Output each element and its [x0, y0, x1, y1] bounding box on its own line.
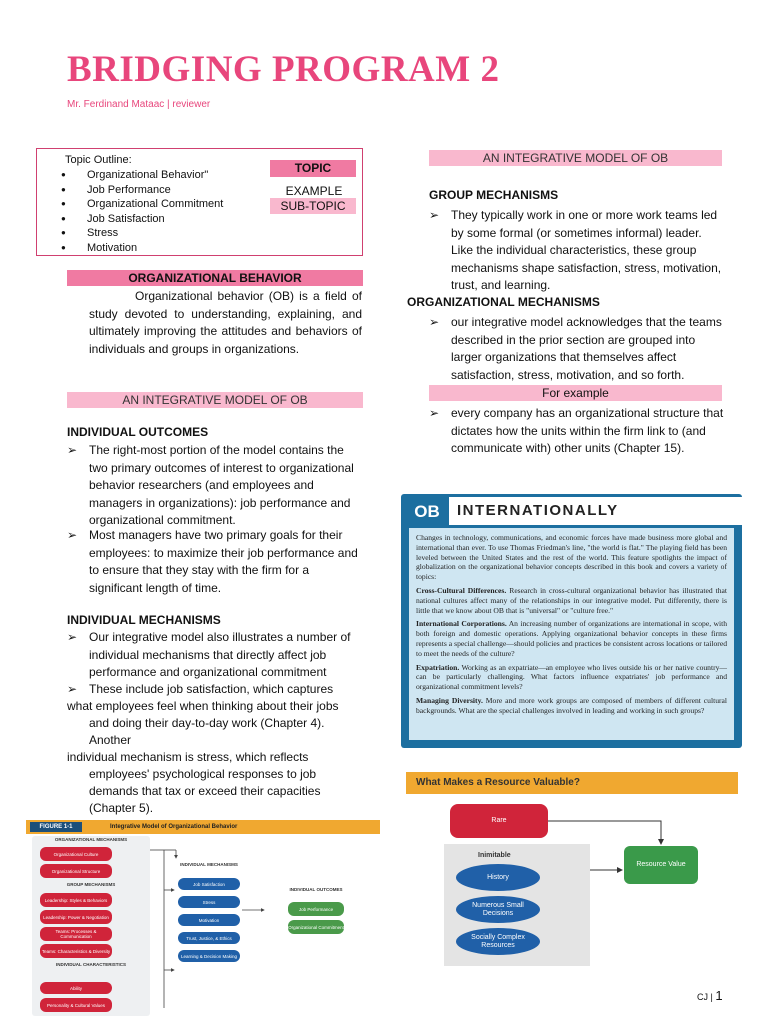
numerous-decisions-oval: Numerous Small Decisions: [456, 896, 540, 923]
mechanisms-text-line: and doing their day-to-day work (Chapter 4).: [89, 716, 325, 730]
topic-outline-heading: Topic Outline:: [65, 154, 132, 166]
ob-internationally-body: [409, 528, 734, 740]
ob-topic-heading: ORGANIZATIONAL BEHAVIOR: [67, 270, 363, 286]
figure-node: Leadership: Power & Negotiation: [40, 910, 112, 924]
mechanisms-bullet-1: ➢ Our integrative model also illustrates a number of individual mechanisms that directly affect job performance and organizational commitment: [67, 629, 363, 682]
mechanisms-text-line: Another: [89, 733, 132, 747]
figure-node: Learning & Decision Making: [178, 950, 240, 962]
individual-outcomes-heading: INDIVIDUAL OUTCOMES: [67, 425, 209, 439]
org-bullet-1: ➢ our integrative model acknowledges that the teams described in the prior section are grouped into larger organizations that themselves affect satisfaction, stress, motivation, and so forth.: [429, 314, 725, 384]
obi-item: Cross-Cultural Differences. Research in cross-cultural organizational behavior has illustrated that national cultures affect many of the relationships in our integrative model. Put differently, there is little that we know about OB that is "universal" or "culture free.": [416, 585, 727, 615]
list-item: ● Organizational Commitment: [61, 197, 223, 212]
list-item: ● Job Performance: [61, 183, 223, 198]
figure-node: Teams: Processes & Communication: [40, 927, 112, 941]
example-bullet-1: ➢ every company has an organizational structure that dictates how the units within the firm link to (and communicate with) other units (Chapter 15).: [429, 405, 725, 458]
list-item: ● Motivation: [61, 241, 223, 256]
obi-item: Managing Diversity. More and more work groups are composed of members of different cultural backgrounds. What are the special challenges involved in leading and working in such groups?: [416, 695, 728, 715]
mechanisms-text-line: employees' psychological responses to job: [89, 767, 317, 781]
organizational-mechanisms-heading: ORGANIZATIONAL MECHANISMS: [407, 295, 600, 309]
obi-item: Expatriation. Working as an expatriate—an employee who lives outside his or her native country—can be particularly challenging. What factors influence expatriates' job performance and organizational commitment levels?: [416, 662, 727, 692]
document-title: BRIDGING PROGRAM 2: [67, 49, 500, 90]
figure-node: Organizational Commitment: [288, 920, 344, 934]
ob-badge: OB: [405, 499, 449, 525]
rare-box: Rare: [450, 804, 548, 838]
individual-mechanisms-caption: INDIVIDUAL MECHANISMS: [180, 862, 238, 867]
figure-node: Organizational Culture: [40, 847, 112, 861]
mechanisms-text-line: (Chapter 5).: [89, 801, 154, 815]
page-footer: [697, 988, 723, 1003]
group-mechanisms-heading: GROUP MECHANISMS: [429, 188, 559, 202]
ob-internationally-title: INTERNATIONALLY: [449, 497, 742, 525]
mechanisms-bullet-2: ➢ These include job satisfaction, which captures: [67, 681, 363, 699]
outcomes-bullet-1: ➢ The right-most portion of the model contains the two primary outcomes of interest to organizational behavior researchers (and employees and managers in organizations): job performance and organizational commitment.: [67, 442, 363, 530]
topic-outline-list: [61, 168, 223, 255]
obi-item: International Corporations. An increasing number of organizations are international in scope, with both foreign and domestic operations. Applying organizational behavior concepts in these firms represents a special challenge—should policies and practices be consistent across locations or tailored to meet the needs of the culture?: [416, 619, 727, 658]
list-item: ● Organizational Behavior": [61, 168, 223, 183]
figure-node: Leadership: Styles & Behaviors: [40, 893, 112, 907]
topic-outline-box: [36, 148, 363, 256]
figure-node: Stress: [178, 896, 240, 908]
page-number: 1: [715, 988, 723, 1003]
figure-node: Motivation: [178, 914, 240, 926]
group-bullet-1: ➢ They typically work in one or more work teams led by some formal (or sometimes informal) leader. Like the individual characteristics, these group mechanisms shape satisfaction, stress, motivation, trust, and learning.: [429, 207, 725, 295]
integrative-model-figure: [26, 820, 380, 1018]
figure-node: Trust, Justice, & Ethics: [178, 932, 240, 944]
inimitable-label: Inimitable: [478, 852, 511, 859]
obi-intro: Changes in technology, communications, and economic forces have made business more global and international than ever. To use Thomas Friedman's line, "the world is flat." The playing field has been leveled between the United States and the rest of the world. This feature spotlights the impact of globalization on the organizational behavior concepts described in this book and covers a variety of topics:: [416, 533, 727, 582]
resource-value-box: Resource Value: [624, 846, 698, 884]
ob-definition-paragraph: Organizational behavior (OB) is a field of study devoted to understanding, explaining, and ultimately improving the attitudes and behaviors of individuals and groups in organizations.: [89, 289, 362, 356]
figure-node: Job Satisfaction: [178, 878, 240, 890]
figure-node: Job Performance: [288, 902, 344, 916]
individual-outcomes-caption: INDIVIDUAL OUTCOMES: [289, 887, 343, 892]
resource-value-diagram: [406, 772, 738, 968]
list-item: ● Stress: [61, 226, 223, 241]
org-mechanisms-caption: ORGANIZATIONAL MECHANISMS: [54, 837, 128, 842]
legend-topic: TOPIC: [270, 160, 356, 177]
characteristics-caption: INDIVIDUAL CHARACTERISTICS: [56, 962, 126, 967]
history-oval: History: [456, 864, 540, 891]
integrative-model-band-left: AN INTEGRATIVE MODEL OF OB: [67, 392, 363, 408]
ob-internationally-panel: [401, 494, 742, 748]
socially-complex-oval: Socially Complex Resources: [456, 928, 540, 955]
resource-diagram-title: What Makes a Resource Valuable?: [406, 772, 738, 794]
for-example-band: For example: [429, 385, 722, 401]
outcomes-bullet-2: ➢ Most managers have two primary goals for their employees: to maximize their job performance and to ensure that they stay with the firm for a significant length of time.: [67, 527, 363, 597]
integrative-model-band-right: AN INTEGRATIVE MODEL OF OB: [429, 150, 722, 166]
mechanisms-text-line: what employees feel when thinking about their jobs: [67, 699, 339, 713]
figure-tag: FIGURE 1-1: [30, 822, 82, 832]
figure-node: Teams: Characteristics & Diversity: [40, 944, 112, 958]
figure-node: Personality & Cultural Values: [40, 998, 112, 1012]
figure-title: Integrative Model of Organizational Behavior: [110, 824, 238, 830]
figure-node: Ability: [40, 982, 112, 994]
legend-subtopic: SUB-TOPIC: [270, 198, 356, 214]
document-subtitle: Mr. Ferdinand Mataac | reviewer: [67, 99, 211, 110]
figure-node: Organizational Structure: [40, 864, 112, 878]
list-item: ● Job Satisfaction: [61, 212, 223, 227]
mechanisms-text-line: demands that tax or exceed their capacities: [89, 784, 321, 798]
individual-mechanisms-heading: INDIVIDUAL MECHANISMS: [67, 613, 221, 627]
legend-example: EXAMPLE: [285, 184, 343, 198]
group-mechanisms-caption: GROUP MECHANISMS: [66, 882, 116, 887]
footer-initials: CJ |: [697, 992, 713, 1002]
mechanisms-text-line: individual mechanism is stress, which reflects: [67, 750, 309, 764]
